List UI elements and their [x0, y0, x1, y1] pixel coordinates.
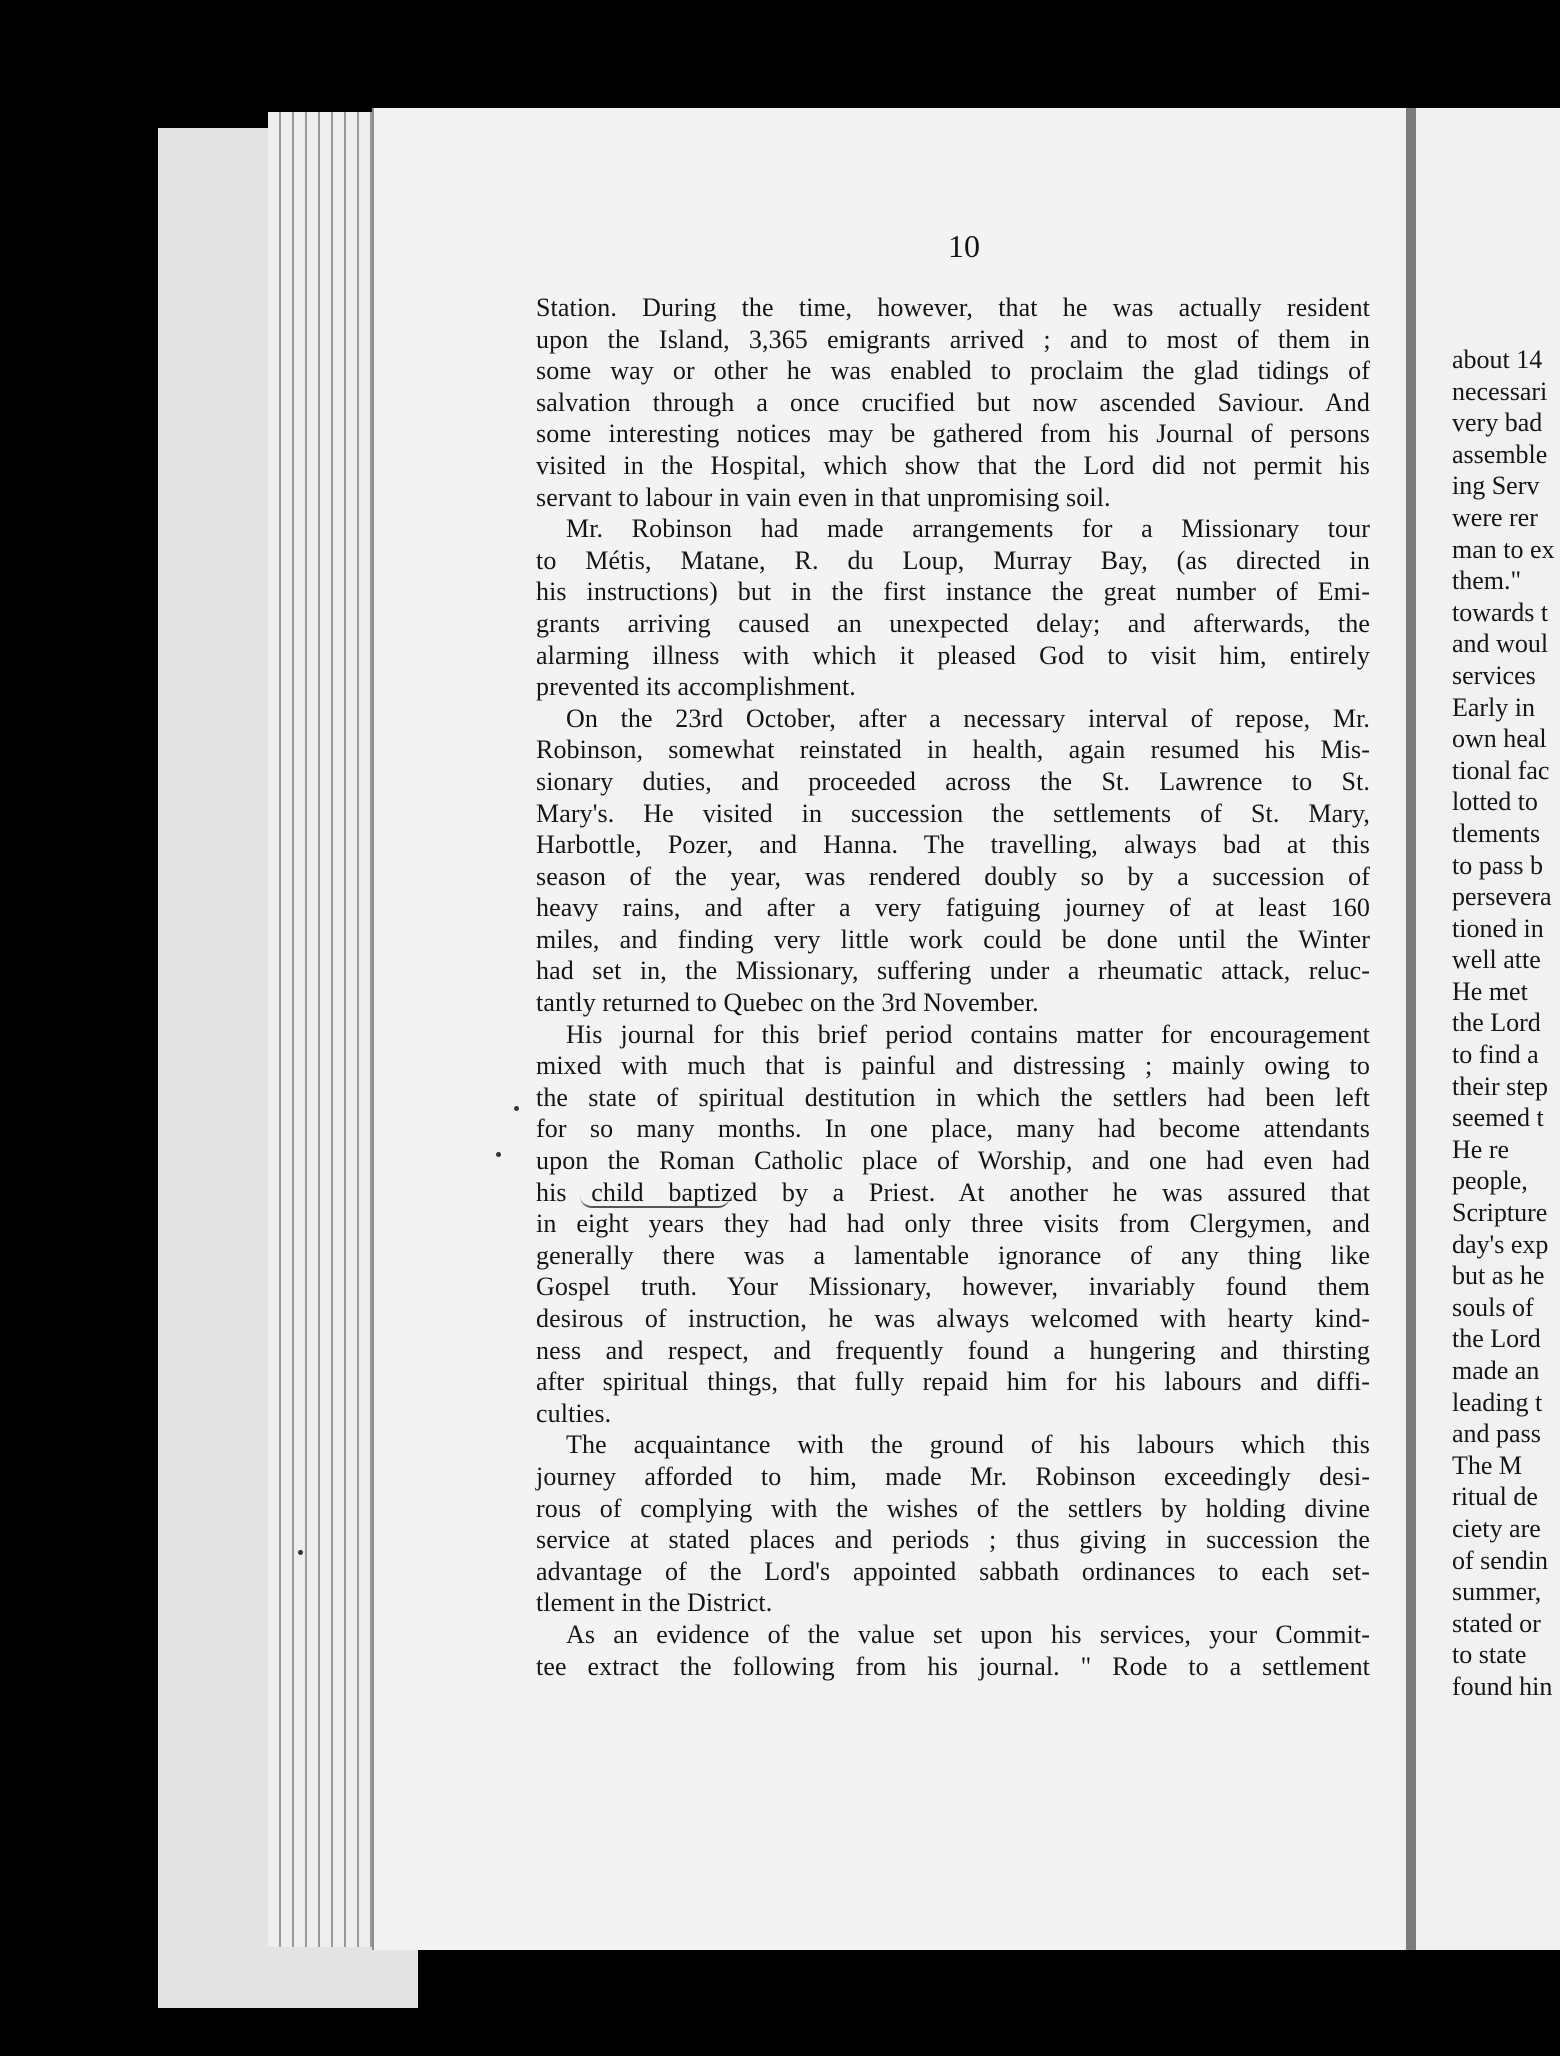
text-line: upon the Roman Catholic place of Worship, and one had even had — [536, 1146, 1370, 1176]
text-line: heavy rains, and after a very fatiguing journey of at least 160 — [536, 893, 1370, 923]
right-page-line: found hin — [1452, 1671, 1553, 1701]
right-page-line: towards t — [1452, 597, 1549, 627]
text-line: Mary's. He visited in succession the settlements of St. Mary, — [536, 798, 1370, 828]
right-page-line: the Lord — [1452, 1008, 1541, 1038]
right-page-line: He met — [1452, 976, 1528, 1006]
text-line: culties. — [536, 1398, 612, 1428]
right-page-line: services — [1452, 660, 1536, 690]
text-line: Gospel truth. Your Missionary, however, invariably found them — [536, 1272, 1370, 1302]
right-page-line: summer, — [1452, 1577, 1542, 1607]
right-page-line: Scripture — [1452, 1198, 1548, 1228]
text-line: miles, and finding very little work could be done until the Winter — [536, 924, 1370, 954]
right-page-line: ritual de — [1452, 1482, 1538, 1512]
text-line: Mr. Robinson had made arrangements for a Missionary tour — [566, 514, 1370, 544]
right-page-line: well atte — [1452, 945, 1541, 975]
text-line: grants arriving caused an unexpected delay; and afterwards, the — [536, 608, 1370, 638]
ink-speck — [298, 1550, 303, 1555]
text-line: in eight years they had had only three visits from Clergymen, and — [536, 1209, 1370, 1239]
right-page-line: to state — [1452, 1640, 1527, 1670]
right-page-line: persevera — [1452, 882, 1552, 912]
text-line: tantly returned to Quebec on the 3rd November. — [536, 988, 1039, 1018]
right-page-line: assemble — [1452, 439, 1548, 469]
right-page-line: but as he — [1452, 1261, 1545, 1291]
text-line: visited in the Hospital, which show that the Lord did not permit his — [536, 450, 1370, 480]
text-line: mixed with much that is painful and distressing ; mainly owing to — [536, 1051, 1370, 1081]
right-page-line: The M — [1452, 1450, 1523, 1480]
right-page-text — [1452, 344, 1555, 1703]
text-line: generally there was a lamentable ignorance of any thing like — [536, 1240, 1370, 1270]
text-line: for so many months. In one place, many had become attendants — [536, 1114, 1370, 1144]
right-page-line: tlements — [1452, 818, 1541, 848]
text-line: servant to labour in vain even in that unpromising soil. — [536, 482, 1111, 512]
right-page-line: necessari — [1452, 376, 1548, 406]
text-line: ness and respect, and frequently found a hungering and thirsting — [536, 1335, 1370, 1365]
right-page-line: ciety are — [1452, 1513, 1541, 1543]
right-page-line: and pass — [1452, 1419, 1541, 1449]
text-line: service at stated places and periods ; thus giving in succession the — [536, 1525, 1370, 1555]
right-page-line: seemed t — [1452, 1103, 1544, 1133]
text-line: to Métis, Matane, R. du Loup, Murray Bay, (as directed in — [536, 545, 1370, 575]
right-page-line: day's exp — [1452, 1229, 1549, 1259]
text-line: season of the year, was rendered doubly so by a succession of — [536, 861, 1370, 891]
text-line: Station. During the time, however, that he was actually resident — [536, 293, 1370, 322]
right-page — [1416, 108, 1560, 1950]
right-page-line: were rer — [1452, 502, 1538, 532]
right-page-line: ing Serv — [1452, 471, 1540, 501]
text-line: salvation through a once crucified but now ascended Saviour. And — [536, 387, 1370, 417]
right-page-line: He re — [1452, 1134, 1510, 1164]
text-line: after spiritual things, that fully repaid him for his labours and diffi- — [536, 1367, 1370, 1397]
right-page-line: and woul — [1452, 629, 1549, 659]
text-line: had set in, the Missionary, suffering under a rheumatic attack, reluc- — [536, 956, 1370, 986]
right-page-line: lotted to — [1452, 787, 1538, 817]
text-line: alarming illness with which it pleased God to visit him, entirely — [536, 640, 1370, 670]
text-line: On the 23rd October, after a necessary interval of repose, Mr. — [566, 703, 1370, 733]
text-line: tee extract the following from his journal. " Rode to a settlement — [536, 1651, 1370, 1681]
text-line: sionary duties, and proceeded across the St. Lawrence to St. — [536, 766, 1370, 796]
right-page-line: stated or — [1452, 1608, 1541, 1638]
text-line: some way or other he was enabled to proclaim the glad tidings of — [536, 356, 1370, 386]
right-page-line: tioned in — [1452, 913, 1544, 943]
right-page-line: the Lord — [1452, 1324, 1541, 1354]
right-page-line: people, — [1452, 1166, 1528, 1196]
right-page-line: very bad — [1452, 408, 1543, 438]
text-line: his child baptized by a Priest. At another he was assured that — [536, 1177, 1370, 1207]
right-page-line: their step — [1452, 1071, 1549, 1101]
pencil-underline-mark — [580, 1196, 730, 1208]
body-text — [536, 292, 1370, 1682]
text-line: Robinson, somewhat reinstated in health, again resumed his Mis- — [536, 735, 1370, 765]
page-number: 10 — [948, 228, 980, 264]
right-page-line: leading t — [1452, 1387, 1543, 1417]
binding-shadow — [1406, 108, 1416, 1950]
right-page-line: to find a — [1452, 1040, 1539, 1070]
right-page-line: of sendin — [1452, 1545, 1549, 1575]
ink-speck — [496, 1152, 501, 1157]
text-line: the state of spiritual destitution in which the settlers had been left — [536, 1082, 1370, 1112]
right-page-line: them." — [1452, 566, 1522, 596]
text-line: Harbottle, Pozer, and Hanna. The travelling, always bad at this — [536, 830, 1370, 860]
text-line: journey afforded to him, made Mr. Robinson exceedingly desi- — [536, 1461, 1370, 1491]
right-page-line: own heal — [1452, 724, 1547, 754]
text-line: As an evidence of the value set upon his services, your Commit- — [566, 1619, 1370, 1649]
right-page-line: tional fac — [1452, 755, 1550, 785]
text-line: prevented its accomplishment. — [536, 672, 856, 702]
right-page-line: Early in — [1452, 692, 1536, 722]
text-line: His journal for this brief period contains matter for encouragement — [566, 1019, 1370, 1049]
text-line: desirous of instruction, he was always welcomed with hearty kind- — [536, 1304, 1370, 1333]
right-page-line: made an — [1452, 1356, 1540, 1385]
right-page-line: souls of — [1452, 1292, 1534, 1322]
text-line: his instructions) but in the first instance the great number of Emi- — [536, 577, 1370, 607]
right-page-line: man to ex — [1452, 534, 1555, 564]
right-page-line: about 14 — [1452, 345, 1543, 374]
text-line: tlement in the District. — [536, 1588, 773, 1618]
ink-speck — [514, 1106, 519, 1111]
right-page-line: to pass b — [1452, 850, 1543, 880]
text-line: rous of complying with the wishes of the settlers by holding divine — [536, 1493, 1370, 1523]
text-line: upon the Island, 3,365 emigrants arrived ; and to most of them in — [536, 324, 1370, 354]
text-line: advantage of the Lord's appointed sabbath ordinances to each set- — [536, 1556, 1370, 1586]
text-line: The acquaintance with the ground of his labours which this — [566, 1430, 1370, 1460]
text-line: some interesting notices may be gathered from his Journal of persons — [536, 419, 1370, 449]
